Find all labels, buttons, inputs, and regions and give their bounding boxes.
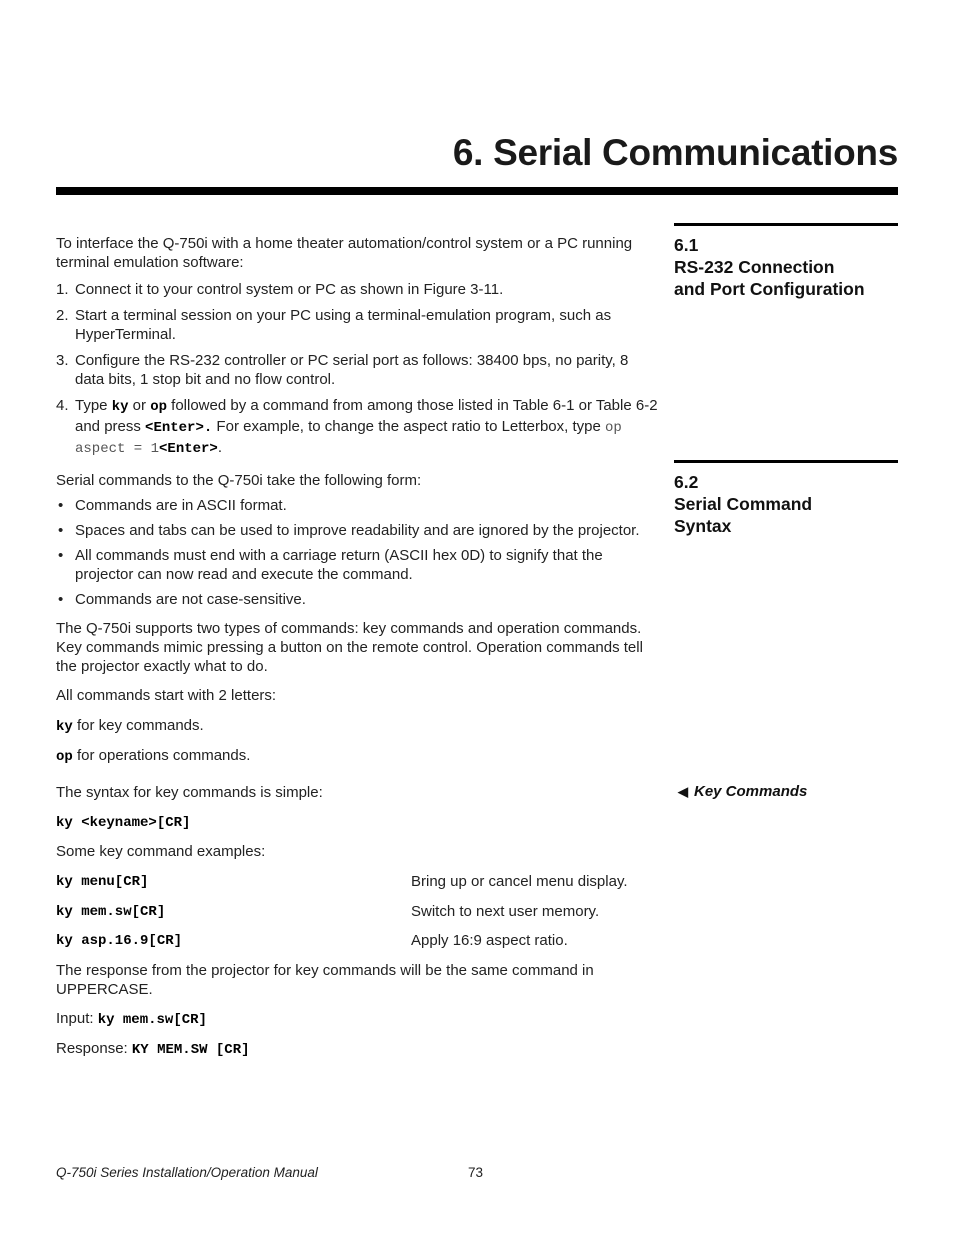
footer-manual-title: Q-750i Series Installation/Operation Manual xyxy=(56,1165,318,1180)
code-op: op xyxy=(150,399,167,415)
response-label: Response: xyxy=(56,1040,132,1057)
chapter-rule xyxy=(56,187,898,195)
section-title-line: Syntax xyxy=(674,516,732,536)
example-description: Apply 16:9 aspect ratio. xyxy=(411,932,568,949)
step-text: Start a terminal session on your PC using a terminal-emulation program, such as HyperTerminal. xyxy=(75,307,612,343)
syntax-intro: Serial commands to the Q-750i take the following form: xyxy=(56,472,422,489)
step-text: Connect it to your control system or PC as shown in Figure 3-11. xyxy=(75,281,504,298)
text-run: For example, to change the aspect ratio to Letterbox, type xyxy=(212,418,605,435)
bullet-text: Commands are in ASCII format. xyxy=(75,497,287,514)
step-text: Configure the RS-232 controller or PC serial port as follows: 38400 bps, no parity, 8 data bits, 1 stop bit and no flow control. xyxy=(75,352,629,388)
text-run: for key commands. xyxy=(72,717,204,734)
bullet-marker: • xyxy=(58,497,64,514)
op-line xyxy=(56,746,250,767)
response-paragraph: The response from the projector for key commands will be the same command in UPPERCASE. xyxy=(56,962,594,998)
text-run: or xyxy=(128,397,151,414)
examples-intro: Some key command examples: xyxy=(56,843,266,860)
example-command: ky mem.sw[CR] xyxy=(56,904,166,920)
bullet-text: All commands must end with a carriage return (ASCII hex 0D) to signify that the projector can now read and execute the command. xyxy=(75,547,603,583)
bullet-text: Commands are not case-sensitive. xyxy=(75,591,306,608)
page-number: 73 xyxy=(468,1165,484,1180)
code-op: op xyxy=(56,749,73,765)
text-run: for operations commands. xyxy=(72,747,251,764)
section-rule-6-2 xyxy=(674,460,898,463)
step-text xyxy=(75,396,660,459)
example-description: Switch to next user memory. xyxy=(411,903,600,920)
section-title-line: Serial Command xyxy=(674,494,813,514)
code-example: op aspect = 1 xyxy=(75,420,622,457)
section-title-line: RS-232 Connection xyxy=(674,257,835,277)
arrow-left-icon: ◀ xyxy=(678,784,688,799)
step-number: 2. xyxy=(56,307,69,324)
section-number: 6.2 xyxy=(674,472,699,492)
commands-start-paragraph: All commands start with 2 letters: xyxy=(56,687,277,704)
step-number: 4. xyxy=(56,397,69,414)
subheading-key-commands xyxy=(678,783,807,800)
step-number: 3. xyxy=(56,352,69,369)
section-heading-6-2 xyxy=(674,471,812,537)
chapter-title: 6. Serial Communications xyxy=(452,132,898,173)
bullet-text: Spaces and tabs can be used to improve readability and are ignored by the projector. xyxy=(75,522,640,539)
text-run: followed by a command from among those listed in Table 6-1 or Table 6-2 and press xyxy=(75,397,658,435)
example-description: Bring up or cancel menu display. xyxy=(411,873,628,890)
example-command: ky asp.16.9[CR] xyxy=(56,933,183,949)
input-code: ky mem.sw[CR] xyxy=(97,1012,207,1028)
section-title-line: and Port Configuration xyxy=(674,279,865,299)
response-code: KY MEM.SW [CR] xyxy=(131,1042,250,1058)
code-ky: ky xyxy=(111,399,129,415)
ky-line xyxy=(56,716,204,737)
section-rule-6-1 xyxy=(674,223,898,226)
text-run: Type xyxy=(75,397,112,414)
step-number: 1. xyxy=(56,281,69,298)
bullet-marker: • xyxy=(58,591,64,608)
bullet-marker: • xyxy=(58,547,64,564)
input-line xyxy=(56,1009,207,1030)
code-enter: <Enter>. xyxy=(145,420,213,436)
section-number: 6.1 xyxy=(674,235,699,255)
key-syntax-intro: The syntax for key commands is simple: xyxy=(56,784,323,801)
section-heading-6-1 xyxy=(674,234,865,300)
bullet-marker: • xyxy=(58,522,64,539)
key-syntax-code: ky <keyname>[CR] xyxy=(56,815,191,831)
input-label: Input: xyxy=(56,1010,98,1027)
commands-paragraph: The Q-750i supports two types of commands: key commands and operation commands. Key commands mimic pressing a button on the remote control. Operation commands tell the projector exactly what to do. xyxy=(56,620,643,675)
code-enter: <Enter> xyxy=(159,441,218,457)
intro-paragraph: To interface the Q-750i with a home theater automation/control system or a PC running terminal emulation software: xyxy=(56,235,633,271)
subheading-text: Key Commands xyxy=(694,783,808,800)
example-command: ky menu[CR] xyxy=(56,874,149,890)
code-ky: ky xyxy=(56,719,73,735)
text-run: . xyxy=(217,439,222,456)
response-line xyxy=(56,1039,250,1060)
